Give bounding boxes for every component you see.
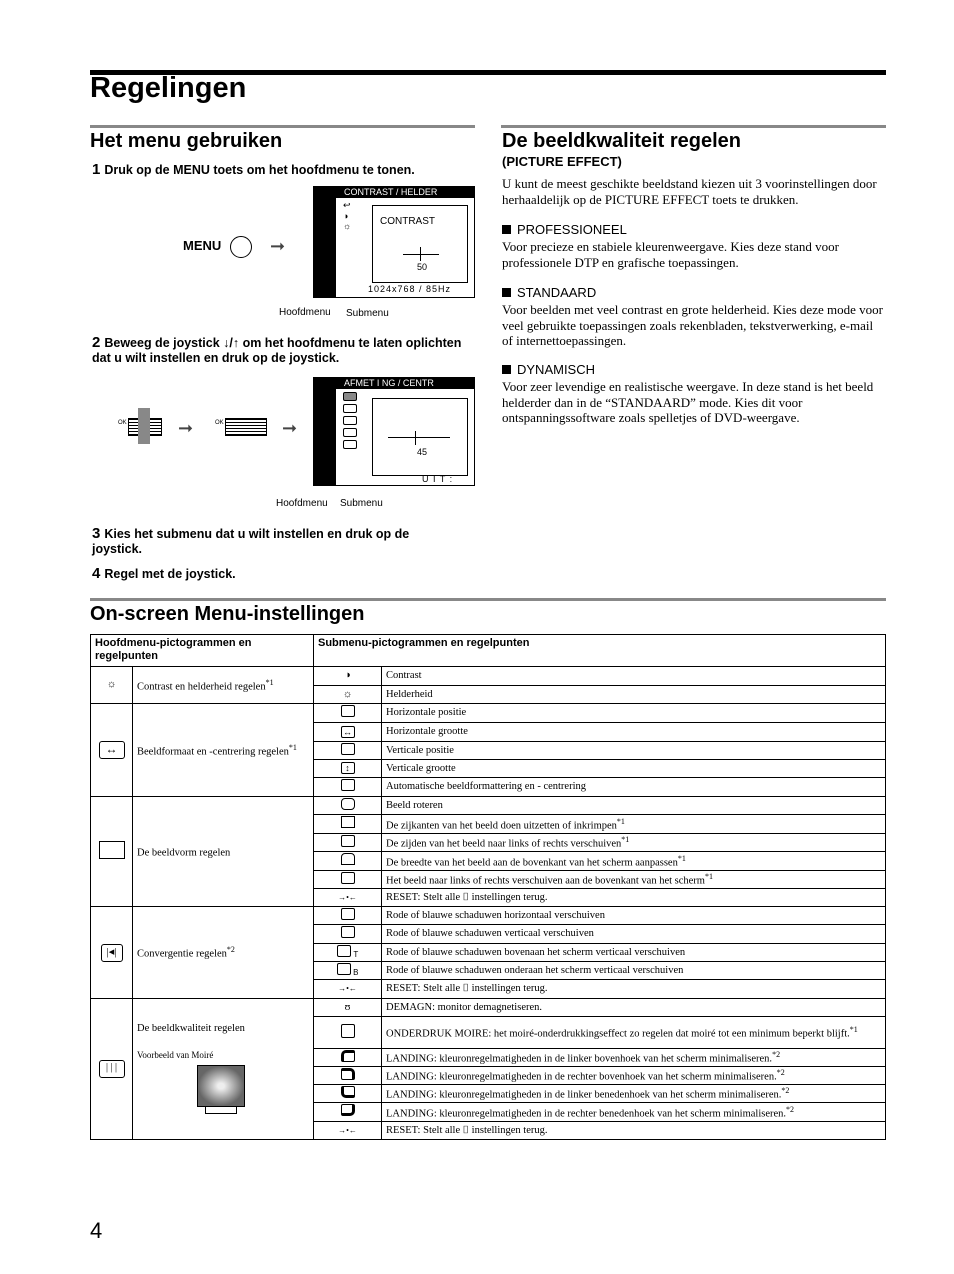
sub-item: LANDING: kleuronregelmatigheden in de rechter bovenhoek van het scherm minimaliseren.$^{*2}$ [382, 1067, 886, 1085]
mode-text: Voor beelden met veel contrast en grote helderheid. Kies deze mode voor veel gebruikte toepassingen zoals rekenbladen, tekstverwerking, e-mail of internettoepassingen. [502, 302, 883, 348]
landing-top-right-icon [314, 1067, 382, 1085]
table-heading: On-screen Menu-instellingen [90, 603, 365, 625]
right-heading: De beeldkwaliteit regelen [502, 130, 741, 152]
osd-adjust-box [372, 205, 468, 283]
step-4: 4 Regel met de joystick. [92, 565, 236, 582]
fig1-main-label: Hoofdmenu [279, 307, 331, 318]
table-header [91, 635, 886, 667]
menu-label: MENU [183, 238, 222, 253]
osd-sub-icons: ↩ ◑ ☼ [343, 200, 352, 231]
sub-item: De zijkanten van het beeld doen uitzetten of inkrimpen$^{*1}$ [382, 815, 886, 834]
sub-item: De zijden van het beeld naar links of rechts verschuiven$^{*1}$ [382, 834, 886, 852]
main-item: Convergentie regelen$^{*2}$ [133, 907, 314, 999]
left-heading: Het menu gebruiken [90, 130, 283, 152]
brightness-icon: ☼ [314, 686, 382, 704]
monitor-stand [205, 1107, 237, 1114]
osd-icon-column [314, 378, 336, 485]
table-row [91, 704, 886, 723]
sub-item: Contrast [382, 667, 886, 686]
step-3: 3 Kies het submenu dat u wilt instellen en druk op de joystick. [92, 525, 410, 556]
col1-header: Hoofdmenu-pictogrammen en regelpunten [91, 635, 314, 667]
h-convergence-icon [314, 907, 382, 925]
step-1: 1 Druk op de MENU toets om het hoofdmenu te tonen. [92, 161, 415, 178]
sub-item: Horizontale grootte [382, 723, 886, 742]
reset-icon: →•← [314, 980, 382, 999]
osd-slider-thumb [415, 431, 416, 445]
section-rule [90, 125, 475, 128]
h-position-icon [314, 704, 382, 723]
geometry-icon [91, 797, 133, 907]
parallelogram-icon [314, 871, 382, 889]
osd-sub-icons [343, 392, 357, 458]
degauss-icon: ʊ [314, 999, 382, 1017]
fig2-main-label: Hoofdmenu [276, 498, 328, 509]
joystick-press-icon: OK [215, 408, 265, 444]
table-row [91, 667, 886, 686]
v-size-icon: ↕ [314, 760, 382, 778]
table-row [91, 999, 886, 1017]
landing-top-left-icon [314, 1049, 382, 1067]
sub-item: Rode of blauwe schaduwen verticaal verschuiven [382, 925, 886, 944]
mode-text: Voor zeer levendige en realistische weergave. In deze stand is het beeld helderder dan in de “STANDAARD” mode. Kies dit voor ontspanningssoftware zoals spelletjes of DVD-weergave. [502, 379, 874, 425]
main-item: De beeldvorm regelen [133, 797, 314, 907]
pin-balance-icon [314, 834, 382, 852]
table-row [91, 907, 886, 925]
sub-item: LANDING: kleuronregelmatigheden in de linker benedenhoek van het scherm minimaliseren.$^{*2}$ [382, 1085, 886, 1103]
right-subheading: (PICTURE EFFECT) [502, 154, 622, 169]
brightness-icon: ☼ [91, 667, 133, 704]
main-item: Contrast en helderheid regelen$^{*1}$ [133, 667, 314, 704]
convergence-icon: |◂| [91, 907, 133, 999]
intro-text: U kunt de meest geschikte beeldstand kiezen uit 3 voorinstellingen door herhaaldelijk op de PICTURE EFFECT toets te drukken. [502, 176, 877, 207]
osd-screen-2 [313, 377, 475, 486]
mode-text: Voor precieze en stabiele kleurenweergave. Kies deze stand voor professionele DTP en grafische toepassingen. [502, 239, 840, 270]
reset-icon: →•← [314, 1122, 382, 1140]
auto-size-icon [314, 778, 382, 797]
osd-icon-column [314, 187, 336, 297]
reset-icon: →•← [314, 889, 382, 907]
bottom-convergence-icon: B [314, 962, 382, 980]
fig1-sub-label: Submenu [346, 308, 389, 319]
sub-item: RESET: Stelt alle ⌷ instellingen terug. [382, 1122, 886, 1140]
osd-slider [403, 254, 439, 255]
moire-example-label: Voorbeeld van Moiré [137, 1050, 214, 1060]
arrow-right-icon: ➞ [270, 236, 286, 256]
page-title: Regelingen [90, 72, 247, 104]
osd-footer: U I T : [422, 474, 454, 484]
menu-table [90, 634, 886, 1140]
osd-slider-thumb [420, 247, 421, 261]
osd-value: 50 [417, 262, 428, 272]
osd-slider [388, 437, 450, 438]
v-position-icon [314, 742, 382, 760]
joystick-up-icon: OK [118, 408, 168, 444]
sub-item: Verticale positie [382, 742, 886, 760]
size-center-icon: ↔ [91, 704, 133, 797]
moire-icon [314, 1017, 382, 1049]
v-convergence-icon [314, 925, 382, 944]
sub-item: DEMAGN: monitor demagnetiseren. [382, 999, 886, 1017]
osd-item-label: CONTRAST [380, 216, 435, 227]
h-size-icon: ↔ [314, 723, 382, 742]
sub-item: LANDING: kleuronregelmatigheden in de linker bovenhoek van het scherm minimaliseren.$^{*2}$ [382, 1049, 886, 1067]
arrow-right-icon: ➞ [282, 418, 298, 438]
osd-footer: 1024x768 / 85Hz [368, 284, 452, 294]
contrast-icon: ◑ [314, 667, 382, 686]
menu-button-icon [230, 236, 252, 258]
mode-heading: DYNAMISCH [502, 362, 595, 377]
sub-item: RESET: Stelt alle ⌷ instellingen terug. [382, 980, 886, 999]
trapezoid-icon [314, 852, 382, 871]
main-item: De beeldkwaliteit regelen Voorbeeld van Moiré [133, 999, 314, 1140]
col2-header: Submenu-pictogrammen en regelpunten [314, 635, 886, 667]
page-number: 4 [90, 1218, 103, 1243]
screen-quality-icon: | | | [91, 999, 133, 1140]
sub-item: Rode of blauwe schaduwen bovenaan het scherm verticaal verschuiven [382, 944, 886, 962]
sub-item: Rode of blauwe schaduwen horizontaal verschuiven [382, 907, 886, 925]
section-rule [501, 125, 886, 128]
table-row [91, 797, 886, 815]
sub-item: Helderheid [382, 686, 886, 704]
osd-header: CONTRAST / HELDER [336, 187, 474, 198]
sub-item: Beeld roteren [382, 797, 886, 815]
sub-item: De breedte van het beeld aan de bovenkant van het scherm aanpassen$^{*1}$ [382, 852, 886, 871]
section-rule [90, 598, 886, 601]
main-item: Beeldformaat en -centrering regelen$^{*1}$ [133, 704, 314, 797]
osd-value: 45 [417, 447, 428, 457]
pincushion-icon [314, 815, 382, 834]
rotation-icon [314, 797, 382, 815]
sub-item: Horizontale positie [382, 704, 886, 723]
sub-item: ONDERDRUK MOIRE: het moiré-onderdrukkingseffect zo regelen dat moiré tot een minimum beperkt blijft.$^{*1}$ [382, 1017, 886, 1049]
arrow-right-icon: ➞ [178, 418, 194, 438]
osd-header: AFMET I NG / CENTR [336, 378, 474, 389]
sub-item: Verticale grootte [382, 760, 886, 778]
sub-item: Automatische beeldformattering en - centrering [382, 778, 886, 797]
sub-item: Het beeld naar links of rechts verschuiven aan de bovenkant van het scherm$^{*1}$ [382, 871, 886, 889]
osd-screen-1 [313, 186, 475, 298]
mode-heading: STANDAARD [502, 285, 596, 300]
moire-example-image [197, 1065, 245, 1107]
mode-heading: PROFESSIONEEL [502, 222, 627, 237]
sub-item: LANDING: kleuronregelmatigheden in de rechter benedenhoek van het scherm minimaliseren.$^{*2}$ [382, 1103, 886, 1122]
step-2: 2 Beweeg de joystick ↓/↑ om het hoofdmenu te laten oplichten dat u wilt instellen en druk op de joystick. [92, 334, 462, 365]
top-convergence-icon: T [314, 944, 382, 962]
landing-bottom-left-icon [314, 1085, 382, 1103]
sub-item: RESET: Stelt alle ⌷ instellingen terug. [382, 889, 886, 907]
landing-bottom-right-icon [314, 1103, 382, 1122]
fig2-sub-label: Submenu [340, 498, 383, 509]
osd-adjust-box [372, 398, 468, 476]
sub-item: Rode of blauwe schaduwen onderaan het scherm verticaal verschuiven [382, 962, 886, 980]
